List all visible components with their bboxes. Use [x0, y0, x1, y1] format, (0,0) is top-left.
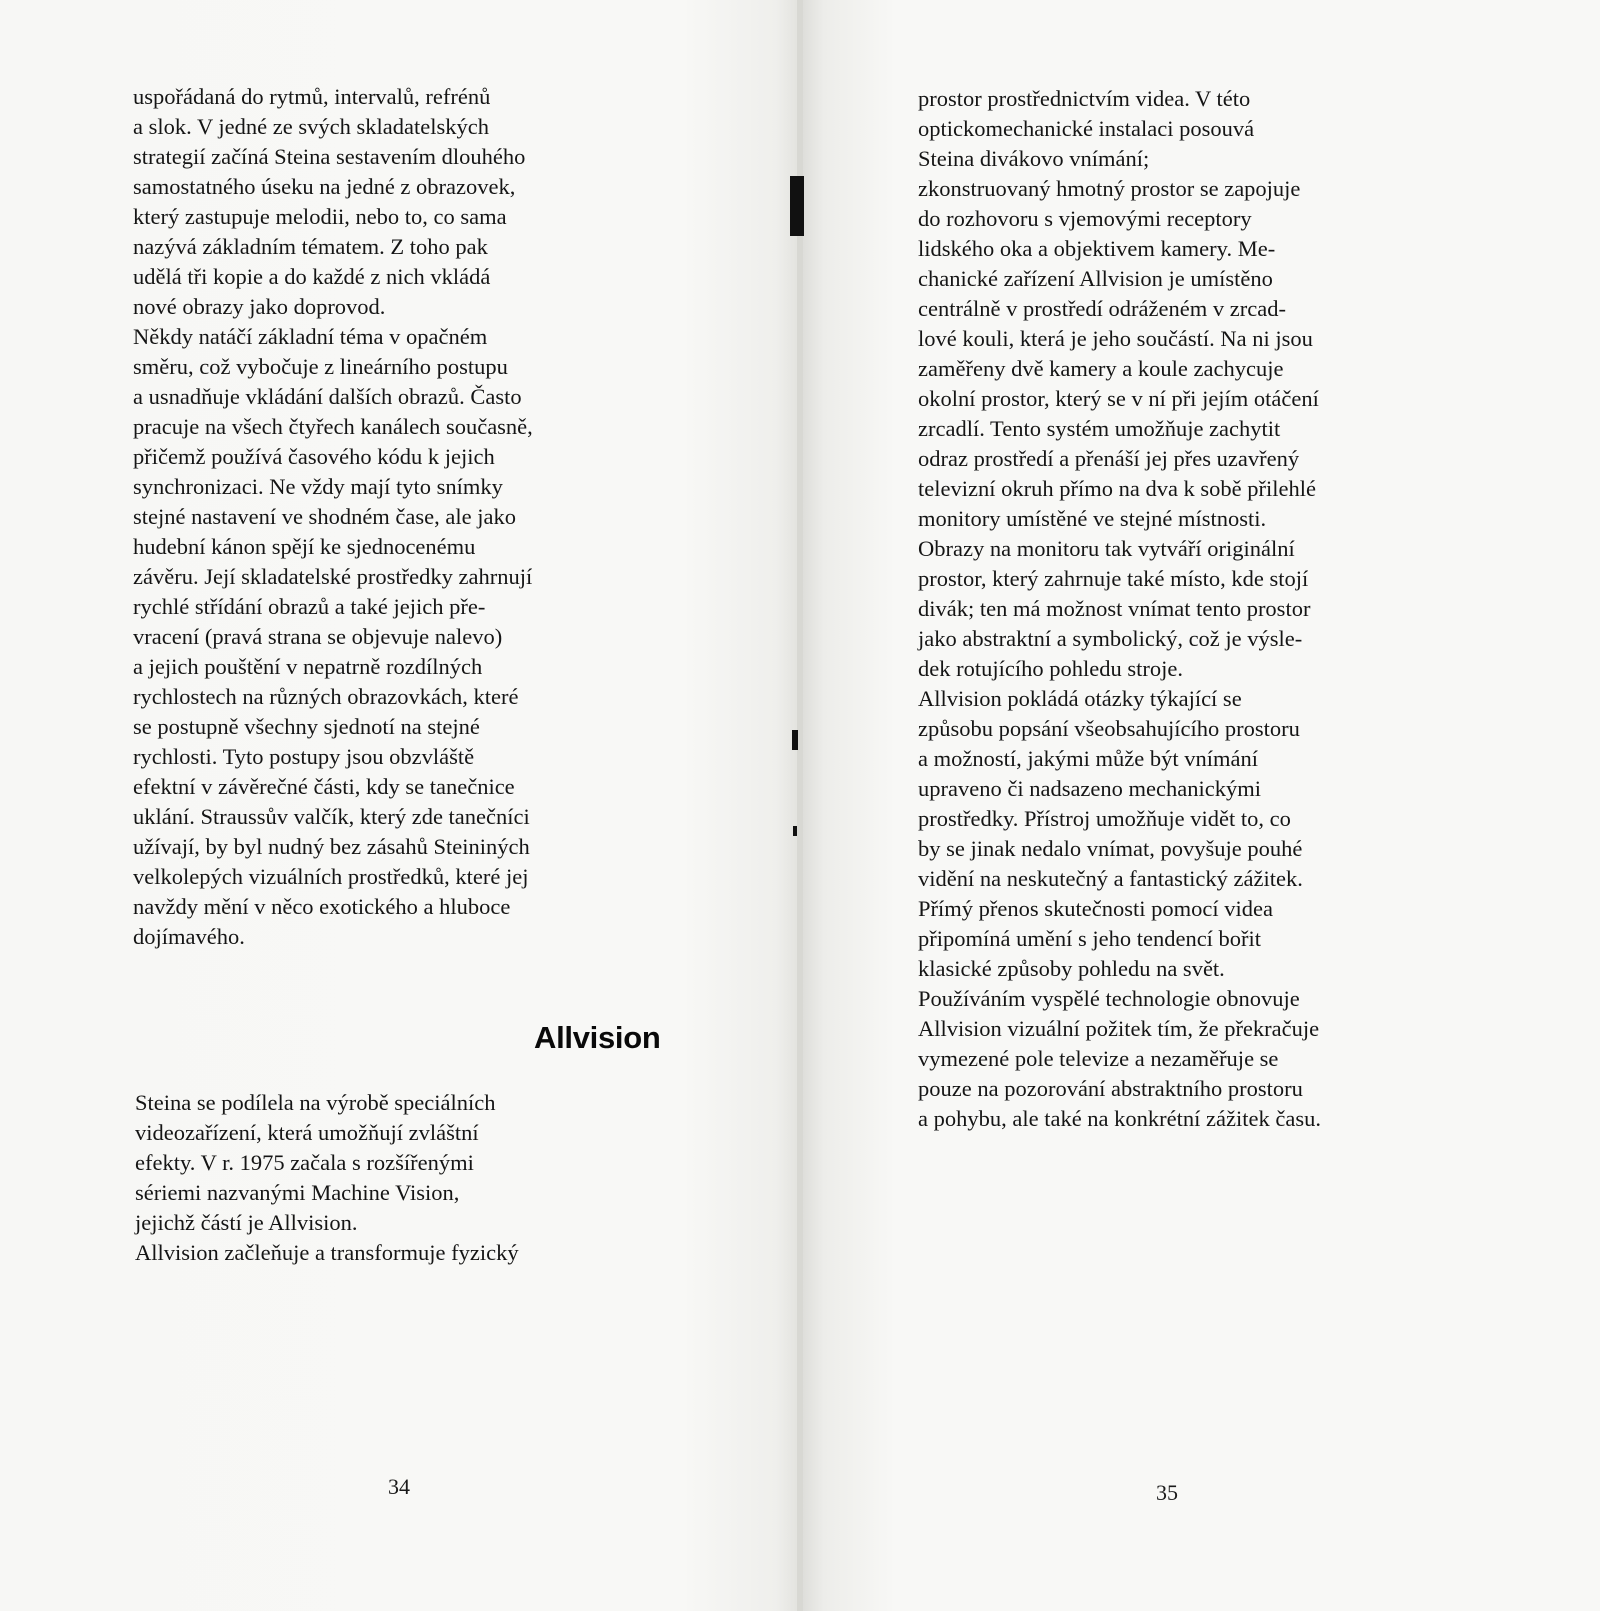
text-line: Allvision začleňuje a transformuje fyzický	[135, 1240, 519, 1265]
text-line: strategií začíná Steina sestavením dlouhého	[133, 144, 526, 169]
text-line: monitory umístěné ve stejné místnosti.	[918, 506, 1267, 531]
text-line: optickomechanické instalaci posouvá	[918, 116, 1255, 141]
text-line: jejichž částí je Allvision.	[135, 1210, 358, 1235]
text-line: stejné nastavení ve shodném čase, ale jako	[133, 504, 516, 529]
text-line: lové kouli, která je jeho součástí. Na ni jsou	[918, 326, 1313, 351]
text-line: pracuje na všech čtyřech kanálech současně,	[133, 414, 533, 439]
text-line: pouze na pozorování abstraktního prostoru	[918, 1076, 1303, 1101]
text-line: a slok. V jedné ze svých skladatelských	[133, 114, 489, 139]
text-line: samostatného úseku na jedné z obrazovek,	[133, 174, 516, 199]
text-line: a usnadňuje vkládání dalších obrazů. Často	[133, 384, 522, 409]
text-line: přičemž používá časového kódu k jejich	[133, 444, 495, 469]
text-line: prostor, který zahrnuje také místo, kde stojí	[918, 566, 1309, 591]
text-line: rychlé střídání obrazů a také jejich pře-	[133, 594, 486, 619]
text-line: zrcadlí. Tento systém umožňuje zachytit	[918, 416, 1281, 441]
text-line: a jejich pouštění v nepatrně rozdílných	[133, 654, 483, 679]
text-line: lidského oka a objektivem kamery. Me-	[918, 236, 1276, 261]
section-heading: Allvision	[534, 1020, 661, 1055]
right-page	[800, 0, 1600, 1611]
text-line: nové obrazy jako doprovod.	[133, 294, 386, 319]
text-line: uspořádaná do rytmů, intervalů, refrénů	[133, 84, 491, 109]
text-line: Někdy natáčí základní téma v opačném	[133, 324, 488, 349]
text-line: by se jinak nedalo vnímat, povyšuje pouhé	[918, 836, 1303, 861]
text-line: uklání. Straussův valčík, který zde tanečníci	[133, 804, 530, 829]
text-line: klasické způsoby pohledu na svět.	[918, 956, 1225, 981]
text-line: jako abstraktní a symbolický, což je výsle-	[918, 626, 1303, 651]
text-line: který zastupuje melodii, nebo to, co sama	[133, 204, 507, 229]
text-line: způsobu popsání všeobsahujícího prostoru	[918, 716, 1300, 741]
text-line: efekty. V r. 1975 začala s rozšířenými	[135, 1150, 474, 1175]
text-line: navždy mění v něco exotického a hlubоce	[133, 894, 511, 919]
text-line: dek rotujícího pohledu stroje.	[918, 656, 1183, 681]
text-line: Allvision pokládá otázky týkající se	[918, 686, 1242, 711]
text-line: okolní prostor, který se v ní při jejím otáčení	[918, 386, 1319, 411]
text-line: chanické zařízení Allvision je umístěno	[918, 266, 1273, 291]
text-line: do rozhovoru s vjemovými receptory	[918, 206, 1252, 231]
text-line: efektní v závěrečné části, kdy se tanečnice	[133, 774, 515, 799]
left-paragraph-1	[133, 82, 533, 952]
text-line: vidění na neskutečný a fantastický zážitek.	[918, 866, 1303, 891]
text-line: Přímý přenos skutečnosti pomocí videa	[918, 896, 1273, 921]
text-line: synchronizaci. Ne vždy mají tyto snímky	[133, 474, 503, 499]
text-line: užívají, by byl nudný bez zásahů Steininých	[133, 834, 530, 859]
gutter-mark-middle	[792, 730, 798, 750]
page-number-left: 34	[388, 1474, 410, 1499]
text-line: Používáním vyspělé technologie obnovuje	[918, 986, 1300, 1011]
text-line: rychlosti. Tyto postupy jsou obzvláště	[133, 744, 475, 769]
text-line: zkonstruovaný hmotný prostor se zapojuje	[918, 176, 1301, 201]
text-line: televizní okruh přímo na dva k sobě přilehlé	[918, 476, 1317, 501]
text-line: odraz prostředí a přenáší jej přes uzavřený	[918, 446, 1300, 471]
text-line: směru, což vybočuje z lineárního postupu	[133, 354, 508, 379]
text-line: zaměřeny dvě kamery a koule zachycuje	[918, 356, 1284, 381]
text-line: divák; ten má možnost vnímat tento prostor	[918, 596, 1311, 621]
page-number-right: 35	[1156, 1480, 1178, 1505]
text-line: udělá tři kopie a do každé z nich vkládá	[133, 264, 491, 289]
text-line: sériemi nazvanými Machine Vision,	[135, 1180, 460, 1205]
text-line: Obrazy na monitoru tak vytváří originální	[918, 536, 1295, 561]
text-line: a pohybu, ale také na konkrétní zážitek času.	[918, 1106, 1321, 1131]
text-line: upraveno či nadsazeno mechanickými	[918, 776, 1261, 801]
gutter-mark-lower	[793, 826, 797, 836]
text-line: vracení (pravá strana se objevuje nalevo)	[133, 624, 503, 649]
text-line: nazývá základním tématem. Z toho pak	[133, 234, 488, 259]
text-line: vymezené pole televize a nezaměřuje se	[918, 1046, 1279, 1071]
text-line: Allvision vizuální požitek tím, že překračuje	[918, 1016, 1320, 1041]
text-line: velkolepých vizuálních prostředků, které jej	[133, 864, 529, 889]
text-line: prostor prostřednictvím videa. V této	[918, 86, 1251, 111]
book-gutter	[797, 0, 803, 1611]
text-line: závěru. Její skladatelské prostředky zahrnují	[133, 564, 533, 589]
text-line: Steina se podílela na výrobě speciálních	[135, 1090, 496, 1115]
text-line: hudební kánon spějí ke sjednocenému	[133, 534, 476, 559]
right-paragraph	[918, 84, 1321, 1134]
gutter-mark-top	[790, 176, 804, 236]
text-line: rychlostech na různých obrazovkách, které	[133, 684, 519, 709]
text-line: a možností, jakými může být vnímání	[918, 746, 1258, 771]
text-line: centrálně v prostředí odráženém v zrcad-	[918, 296, 1286, 321]
text-line: prostředky. Přístroj umožňuje vidět to, co	[918, 806, 1291, 831]
text-line: Steina divákovo vnímání;	[918, 146, 1150, 171]
text-line: se postupně všechny sjednotí na stejné	[133, 714, 480, 739]
text-line: dojímavého.	[133, 924, 245, 949]
left-paragraph-2	[135, 1088, 519, 1268]
text-line: videozařízení, která umožňují zvláštní	[135, 1120, 479, 1145]
text-line: připomíná umění s jeho tendencí bořit	[918, 926, 1262, 951]
